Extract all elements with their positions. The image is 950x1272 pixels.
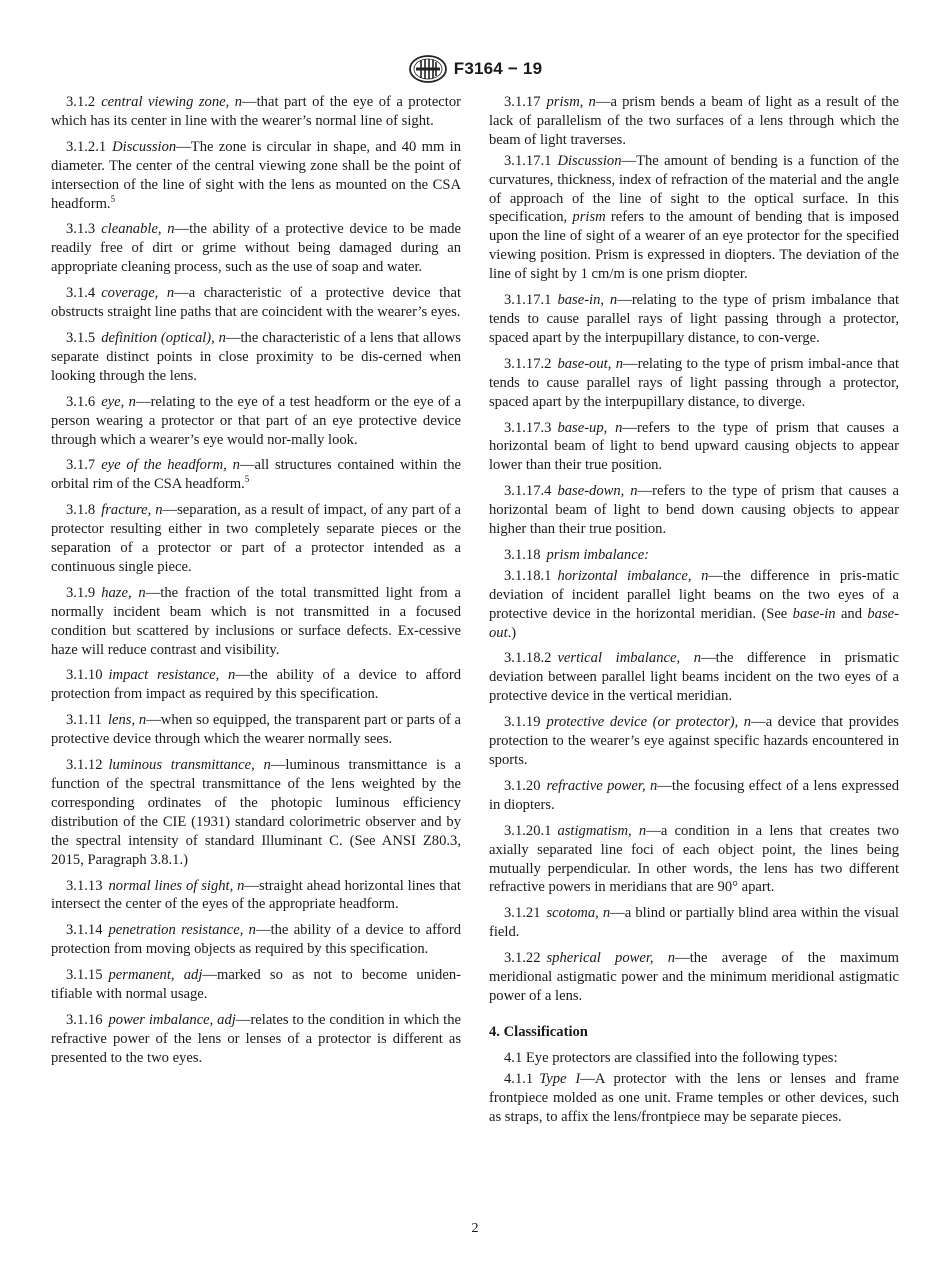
definition-text: —separation, as a result of impact, of any part of a protector resulting either in two completely separate pieces or the separation of a protector or part of a protector intended as a continuous single piece. xyxy=(51,502,461,575)
definition-text: —A protector with the lens or lenses and frame frontpiece molded as one unit. Frame temples or other devices, such as straps, to affix the lens/frontpiece may be separate pieces. xyxy=(489,1070,900,1125)
definition-paragraph xyxy=(51,877,461,915)
definition-text: —a prism bends a beam of light as a result of the lack of parallelism of the two surfaces of a lens through which the beam of light traverses. xyxy=(489,94,900,148)
clause-number: 3.1.18.1 xyxy=(504,567,552,584)
clause-number: 3.1.18.2 xyxy=(504,650,552,667)
definition-paragraph xyxy=(489,1070,899,1127)
definition-text: —when so equipped, the transparent part or parts of a protective device through which the wearer normally sees. xyxy=(51,712,461,748)
defined-term: vertical imbalance, n xyxy=(557,650,702,667)
definition-paragraph xyxy=(51,456,461,494)
clause-number: 3.1.17.2 xyxy=(504,355,552,372)
definition-text: —relates to the condition in which the refractive power of the lens or lenses of a protector is different as presented to the two eyes. xyxy=(51,1011,462,1066)
defined-term: base-down, n xyxy=(557,483,638,500)
left-column xyxy=(51,93,461,1075)
definition-paragraph xyxy=(51,138,461,214)
defined-term: Type I xyxy=(539,1070,581,1087)
defined-term: scotoma, n xyxy=(546,905,611,922)
defined-term: definition (optical), n xyxy=(101,329,226,346)
definition-text: —the fraction of the total transmitted light from a normally incident beam which is not transmitted in a focused condition but scattered by inclusions or surface defects. Ex-cessive haze will reduce contrast and visibility. xyxy=(51,584,461,658)
clause-number: 3.1.21 xyxy=(504,905,541,922)
classification-intro: 4.1 Eye protectors are classified into the following types: xyxy=(504,1049,838,1066)
definition-text: —refers to the type of prism that causes a horizontal beam of light to bend down causing objects to appear higher than their true position. xyxy=(489,483,899,538)
defined-term: lens, n xyxy=(107,712,147,729)
definition-paragraph xyxy=(51,284,461,322)
defined-term: base-in, n xyxy=(557,292,618,309)
definition-paragraph xyxy=(51,220,461,277)
definition-text: —The zone is circular in shape, and 40 mm in diameter. The center of the central viewing zone shall be the point of intersection of the line of sight with the lens as mounted on the CSA headform. xyxy=(51,138,461,212)
defined-term: coverage, n xyxy=(101,285,175,302)
definition-paragraph xyxy=(51,93,461,131)
definition-text: —the characteristic of a lens that allows separate distinct points in close proximity to be dis-cerned when looking through the lens. xyxy=(51,329,461,384)
clause-number: 3.1.11 xyxy=(66,712,102,729)
defined-term: permanent, adj xyxy=(108,967,203,984)
clause-number: 3.1.13 xyxy=(66,877,103,894)
definition-paragraph xyxy=(51,329,461,386)
clause-number: 3.1.17.3 xyxy=(504,419,552,436)
clause-number: 3.1.8 xyxy=(66,502,96,519)
defined-term: astigmatism, n xyxy=(557,822,647,839)
clause-number: 3.1.3 xyxy=(66,221,96,238)
definition-paragraph xyxy=(489,93,899,150)
clause-number: 3.1.19 xyxy=(504,714,541,731)
page-header xyxy=(0,54,950,84)
defined-term: luminous transmittance, n xyxy=(108,757,271,774)
definition-text: —all structures contained within the orbital rim of the CSA headform. xyxy=(51,457,461,493)
definition-text: —the ability of a device to afford protection from moving objects as required by this specification. xyxy=(51,922,461,958)
defined-term: central viewing zone, n xyxy=(101,94,243,110)
definition-text: —the ability of a device to afford protection from impact as required by this specification. xyxy=(51,667,461,703)
clause-number: 3.1.10 xyxy=(66,667,103,684)
definition-paragraph xyxy=(489,649,899,706)
emphasized-term: prism xyxy=(572,209,606,226)
defined-term: horizontal imbalance, n xyxy=(557,567,709,584)
definition-text: —the average of the maximum meridional astigmatic power and the minimum meridional astigmatic power of a lens. xyxy=(489,950,900,1004)
defined-term: cleanable, n xyxy=(101,221,175,238)
defined-term: penetration resistance, n xyxy=(108,922,256,939)
definition-paragraph xyxy=(489,567,899,643)
clause-number: 3.1.9 xyxy=(66,584,96,601)
clause-number: 3.1.2.1 xyxy=(66,138,107,155)
defined-term: base-up, n xyxy=(557,419,623,436)
defined-term: prism, n xyxy=(546,94,596,110)
discussion-paragraph xyxy=(489,152,899,284)
definition-text: —a characteristic of a protective device that obstructs straight line paths that are coincident with the wearer’s eyes. xyxy=(51,285,461,321)
defined-term: eye, n xyxy=(101,393,136,410)
definition-text: —a condition in a lens that creates two axially separated line foci of each object point, the lines being mutually perpendicular. In other words, the lens has two different refractive powers in meridians that are 90° apart. xyxy=(489,822,899,896)
definition-paragraph xyxy=(489,777,899,815)
clause-number: 3.1.12 xyxy=(66,757,103,774)
definition-paragraph xyxy=(51,393,461,450)
definition-text: and xyxy=(835,605,868,622)
definition-text: —the difference in pris-matic deviation of incident parallel light beams on the two eyes of a protective device in the horizontal meridian. (See xyxy=(489,567,899,622)
definition-paragraph xyxy=(489,355,899,412)
definition-paragraph xyxy=(489,713,899,770)
definition-paragraph xyxy=(489,822,899,898)
definition-paragraph xyxy=(489,291,899,348)
defined-term: protective device (or protector), n xyxy=(546,714,752,731)
definition-text: —a device that provides protection to the wearer’s eye against specific hazards encountered in sports. xyxy=(489,714,899,768)
definition-text: refers to the amount of bending that is imposed upon the line of sight of a wearer of an eye protector for the specified viewing position. Prism is expressed in diopters. The deviation of the line of sight by 1 cm/m is one prism diopter. xyxy=(489,209,899,283)
definition-text: —relating to the type of prism imbalance that tends to cause parallel rays of light passing through a protector, spaced apart by the interpupillary distance, to con-verge. xyxy=(489,292,899,346)
definition-text: —The amount of bending is a function of the curvatures, thickness, index of refraction of the material and the angle of approach of the line of sight to the optical surface. In this specification, xyxy=(489,152,899,226)
defined-term: eye of the headform, n xyxy=(101,457,240,474)
clause-number: 3.1.17.1 xyxy=(504,152,552,169)
definition-text: —the ability of a protective device to be made readily free of dirt or grime without being damaged during an appropriate cleaning process, such as the use of soap and water. xyxy=(51,221,461,276)
definition-paragraph xyxy=(51,1011,461,1068)
definition-text: .) xyxy=(507,624,517,641)
definition-paragraph xyxy=(489,949,899,1006)
clause-number: 3.1.20 xyxy=(504,777,541,794)
defined-term: refractive power, n xyxy=(546,777,658,794)
clause-number: 3.1.7 xyxy=(66,457,96,474)
definition-text: —relating to the type of prism imbal-ance that tends to cause parallel rays of light passing through a protector, spaced apart by the interpupillary distance, to diverge. xyxy=(489,355,899,410)
definition-text: —luminous transmittance is a function of the spectral transmittance of the lens weighted by the corresponding ordinates of the photopic luminous efficiency distribution of the CIE (1931) standard colorimetric observer and by the spectral intensity of standard Illuminant C. (See ANSI Z80.3, 2015, Paragraph 3.8.1.) xyxy=(51,757,461,868)
clause-number: 3.1.4 xyxy=(66,285,96,302)
clause-number: 4.1.1 xyxy=(504,1070,534,1087)
defined-term: normal lines of sight, n xyxy=(108,877,245,894)
page-number: 2 xyxy=(471,1221,479,1236)
clause-number: 3.1.14 xyxy=(66,922,103,939)
definition-text: —refers to the type of prism that causes a horizontal beam of light to bend upward causing objects to appear lower than their true position. xyxy=(489,419,899,474)
right-column xyxy=(489,93,899,1133)
clause-number: 3.1.17.1 xyxy=(504,292,552,309)
clause-number: 3.1.17.4 xyxy=(504,483,552,500)
definition-text: —straight ahead horizontal lines that intersect the center of the eyes of the appropriate headform. xyxy=(51,877,461,913)
definition-paragraph xyxy=(51,501,461,577)
definition-paragraph xyxy=(51,756,461,869)
astm-logo-icon xyxy=(408,54,448,84)
footnote-ref: 5 xyxy=(110,193,116,204)
clause-number: 3.1.16 xyxy=(66,1011,103,1028)
definition-paragraph xyxy=(51,584,461,660)
defined-term: Discussion xyxy=(112,138,177,155)
definition-paragraph xyxy=(489,482,899,539)
clause-number: 3.1.15 xyxy=(66,967,103,984)
defined-term: haze, n xyxy=(101,584,146,601)
defined-term: base-out, n xyxy=(557,355,623,372)
emphasized-term: base-in xyxy=(792,605,836,622)
clause-number: 3.1.22 xyxy=(504,950,541,967)
definition-text: —a blind or partially blind area within the visual field. xyxy=(489,905,899,941)
definition-paragraph xyxy=(51,921,461,959)
defined-term: prism imbalance: xyxy=(546,546,650,563)
definition-paragraph xyxy=(51,966,461,1004)
section-heading: 4. Classification xyxy=(489,1023,588,1040)
definition-text: —marked so as not to become uniden-tifiable with normal usage. xyxy=(51,967,461,1003)
definition-paragraph xyxy=(51,711,461,749)
definition-text: —that part of the eye of a protector which has its center in line with the wearer’s normal line of sight. xyxy=(51,94,461,129)
clause-number: 3.1.18 xyxy=(504,546,541,563)
definition-paragraph xyxy=(489,546,899,565)
defined-term: impact resistance, n xyxy=(108,667,236,684)
defined-term: power imbalance, adj xyxy=(108,1011,236,1028)
footnote-ref: 5 xyxy=(244,474,250,485)
emphasized-term: base-out xyxy=(489,605,899,641)
definition-text: —relating to the eye of a test headform or the eye of a person wearing a protector or that part of an eye protective device through which a wearer’s eye would nor-mally look. xyxy=(51,393,461,448)
definition-paragraph xyxy=(489,419,899,476)
clause-number: 3.1.2 xyxy=(66,94,96,110)
definition-paragraph xyxy=(489,904,899,942)
clause-number: 3.1.6 xyxy=(66,393,96,410)
clause-number: 3.1.5 xyxy=(66,329,96,346)
definition-text: —the difference in prismatic deviation between parallel light beams incident on the two eyes of a protective device in the vertical meridian. xyxy=(489,650,899,705)
defined-term: Discussion xyxy=(557,152,622,169)
clause-number: 3.1.20.1 xyxy=(504,822,552,839)
clause-number: 3.1.17 xyxy=(504,94,541,110)
definition-text: —the focusing effect of a lens expressed in diopters. xyxy=(489,777,900,813)
defined-term: fracture, n xyxy=(101,502,163,519)
standard-designation: F3164 − 19 xyxy=(453,59,543,78)
definition-paragraph xyxy=(51,666,461,704)
defined-term: spherical power, n xyxy=(546,950,676,967)
